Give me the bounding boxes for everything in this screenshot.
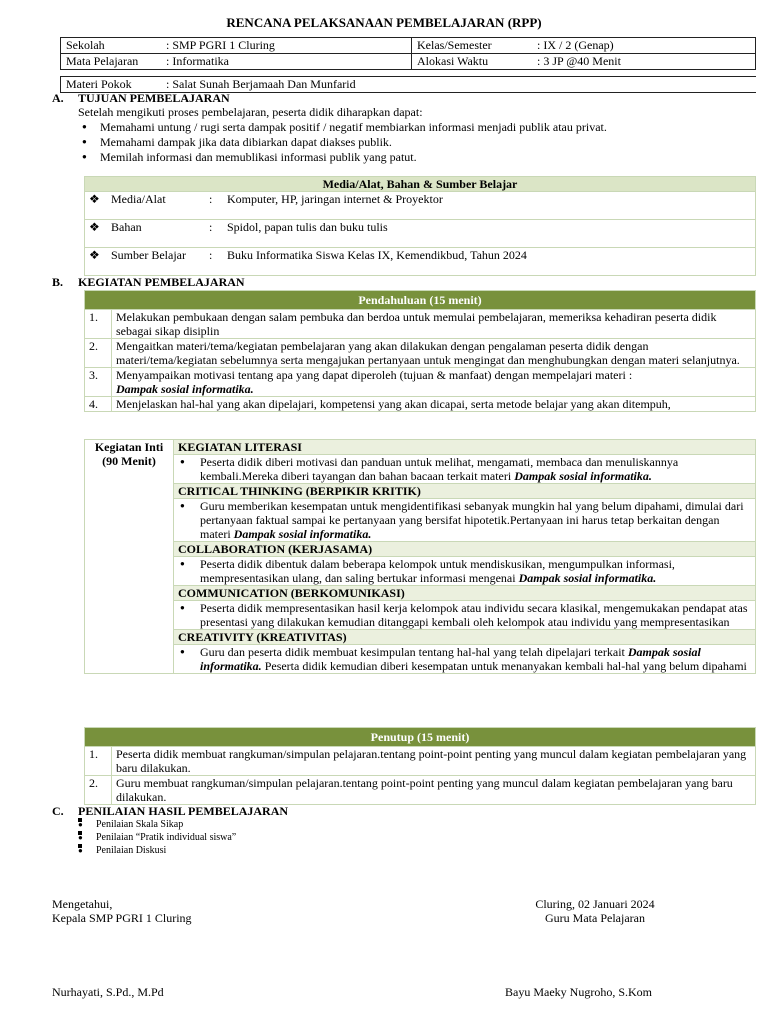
activity-text-after: Peserta didik kemudian diberi kesempatan untuk menanyakan kembali hal-hal yang belum dipahami	[264, 659, 747, 673]
class-value: : IX / 2 (Genap)	[532, 38, 756, 54]
section-a-heading: A. TUJUAN PEMBELAJARAN	[52, 91, 230, 105]
item-text: Guru membuat rangkuman/simpulan pelajaran.tentang point-point penting yang muncul dalam kegiatan pembelajaran yang baru dilakukan.	[112, 776, 756, 805]
table-row	[85, 368, 756, 397]
activity-text: Peserta didik mempresentasikan hasil kerja kelompok atau individu secara klasikal, mengemukakan pendapat atas presentasi yang dilakukan kemudian ditanggapi kembali oleh kelompok atau individu yang mempresentasikan	[200, 601, 748, 629]
list-item: ● Penilaian Skala Sikap	[74, 818, 236, 831]
item-number: 2.	[85, 339, 112, 368]
media-value: Komputer, HP, jaringan internet & Proyektor	[223, 192, 756, 220]
principal-title: Kepala SMP PGRI 1 Cluring	[52, 911, 192, 925]
table-row	[85, 776, 756, 805]
item-text: Menjelaskan hal-hal yang akan dipelajari, kompetensi yang akan dicapai, serta metode belajar yang akan ditempuh,	[112, 397, 756, 412]
inti-label: Kegiatan Inti (90 Menit)	[85, 440, 174, 674]
activity-heading: COLLABORATION (KERJASAMA)	[174, 542, 756, 557]
activity-text: Peserta didik dibentuk dalam beberapa kelompok untuk mendiskusikan, mengumpulkan informasi, mempresentasikan ulang, dan saling bertukar informasi mengenai	[200, 557, 675, 585]
activity-body	[174, 601, 756, 630]
media-label: Bahan	[107, 220, 205, 248]
activity-body	[174, 455, 756, 484]
acknowledgement-label: Mengetahui,	[52, 897, 113, 911]
activity-heading: KEGIATAN LITERASI	[174, 440, 756, 455]
time-value: : 3 JP @40 Menit	[532, 54, 756, 70]
table-row	[85, 339, 756, 368]
signature-right	[520, 897, 670, 925]
school-value: : SMP PGRI 1 Cluring	[161, 38, 412, 54]
media-table	[84, 176, 756, 276]
activity-heading: CREATIVITY (KREATIVITAS)	[174, 630, 756, 645]
media-label: Media/Alat	[107, 192, 205, 220]
item-text: Menyampaikan motivasi tentang apa yang dapat diperoleh (tujuan & manfaat) dengan mempelajari materi :	[116, 368, 633, 382]
diamond-icon: ❖	[85, 220, 108, 248]
activity-text: Guru memberikan kesempatan untuk mengidentifikasi sebanyak mungkin hal yang belum dipahami, dimulai dari pertanyaan faktual sampai ke pertanyaan yang bersifat hipotetik.Pertanyaan ini harus tetap berkaitan dengan materi	[200, 499, 744, 541]
diamond-icon: ❖	[85, 248, 108, 276]
table-row	[85, 192, 756, 220]
activity-emphasis: Dampak sosial informatika.	[518, 571, 657, 585]
table-row	[85, 310, 756, 339]
subject-label: Mata Pelajaran	[61, 54, 162, 70]
section-b-heading: B. KEGIATAN PEMBELAJARAN	[52, 275, 245, 289]
penutup-header: Penutup (15 menit)	[85, 728, 756, 747]
table-row	[85, 397, 756, 412]
objective-list	[78, 120, 758, 164]
activity-text: Peserta didik diberi motivasi dan panduan untuk melihat, mengamati, membaca dan menuliskannya kembali.Mereka diberi tayangan dan bahan bacaan terkait materi	[200, 455, 679, 483]
section-c-heading: C. PENILAIAN HASIL PEMBELAJARAN	[52, 804, 289, 818]
media-value: Buku Informatika Siswa Kelas IX, Kemendikbud, Tahun 2024	[223, 248, 756, 276]
list-item: ● Penilaian Diskusi	[74, 844, 236, 857]
item-number: 2.	[85, 776, 112, 805]
activity-heading: CRITICAL THINKING (BERPIKIR KRITIK)	[174, 484, 756, 499]
colon: :	[205, 220, 223, 248]
item-text: Mengaitkan materi/tema/kegiatan pembelajaran yang akan dilakukan dengan pengalaman peserta didik dengan materi/tema/kegiatan sebelumnya serta mengajukan pertanyaan untuk mengingat dan menghubungkan dengan materi selanjutnya.	[112, 339, 756, 368]
activity-emphasis: Dampak sosial informatika.	[200, 645, 701, 673]
diamond-icon: ❖	[85, 192, 108, 220]
colon: :	[205, 248, 223, 276]
identity-row	[61, 38, 756, 54]
document-title: RENCANA PELAKSANAAN PEMBELAJARAN (RPP)	[226, 15, 542, 30]
item-emphasis: Dampak sosial informatika.	[116, 382, 254, 396]
activity-body	[174, 645, 756, 674]
item-number: 4.	[85, 397, 112, 412]
media-label: Sumber Belajar	[107, 248, 205, 276]
time-label: Alokasi Waktu	[412, 54, 533, 70]
list-item: ● Memahami untung / rugi serta dampak positif / negatif membiarkan informasi menjadi publik atau privat.	[78, 120, 758, 134]
pendahuluan-table	[84, 290, 756, 412]
signature-left	[52, 897, 192, 925]
item-number: 1.	[85, 747, 112, 776]
inti-table	[84, 439, 756, 674]
materi-label: Materi Pokok	[61, 77, 162, 93]
activity-emphasis: Dampak sosial informatika.	[233, 527, 372, 541]
activity-heading: COMMUNICATION (BERKOMUNIKASI)	[174, 586, 756, 601]
activity-body	[174, 499, 756, 542]
section-a-body	[78, 105, 758, 164]
item-text: Melakukan pembukaan dengan salam pembuka dan berdoa untuk memulai pembelajaran, memeriksa kehadiran peserta didik sebagai sikap disiplin	[112, 310, 756, 339]
table-row	[85, 220, 756, 248]
school-label: Sekolah	[61, 38, 162, 54]
activity-emphasis: Dampak sosial informatika.	[514, 469, 652, 483]
item-text: Peserta didik membuat rangkuman/simpulan pelajaran.tentang point-point penting yang muncul dalam kegiatan pembelajaran yang baru dilakukan.	[112, 747, 756, 776]
item-cell	[112, 368, 756, 397]
class-label: Kelas/Semester	[412, 38, 533, 54]
subject-value: : Informatika	[161, 54, 412, 70]
identity-row	[61, 54, 756, 70]
table-row	[85, 747, 756, 776]
list-item: ● Memahami dampak jika data dibiarkan dapat diakses publik.	[78, 135, 758, 149]
list-item: ● Penilaian “Pratik individual siswa”	[74, 831, 236, 844]
section-a-intro: Setelah mengikuti proses pembelajaran, peserta didik diharapkan dapat:	[78, 105, 423, 119]
identity-table	[60, 37, 756, 93]
teacher-name: Bayu Maeky Nugroho, S.Kom	[505, 985, 652, 999]
pendahuluan-header: Pendahuluan (15 menit)	[85, 291, 756, 310]
media-header: Media/Alat, Bahan & Sumber Belajar	[85, 177, 756, 192]
item-number: 1.	[85, 310, 112, 339]
assessment-list	[74, 818, 236, 857]
table-row	[85, 248, 756, 276]
materi-value: : Salat Sunah Berjamaah Dan Munfarid	[161, 77, 756, 93]
teacher-title: Guru Mata Pelajaran	[545, 911, 645, 925]
list-item: ● Memilah informasi dan memublikasi informasi publik yang patut.	[78, 150, 758, 164]
media-value: Spidol, papan tulis dan buku tulis	[223, 220, 756, 248]
penutup-table	[84, 727, 756, 805]
colon: :	[205, 192, 223, 220]
principal-name: Nurhayati, S.Pd., M.Pd	[52, 985, 164, 999]
place-date: Cluring, 02 Januari 2024	[535, 897, 655, 911]
item-number: 3.	[85, 368, 112, 397]
activity-text: Guru dan peserta didik membuat kesimpulan tentang hal-hal yang telah dipelajari terkait	[200, 645, 625, 659]
activity-body	[174, 557, 756, 586]
